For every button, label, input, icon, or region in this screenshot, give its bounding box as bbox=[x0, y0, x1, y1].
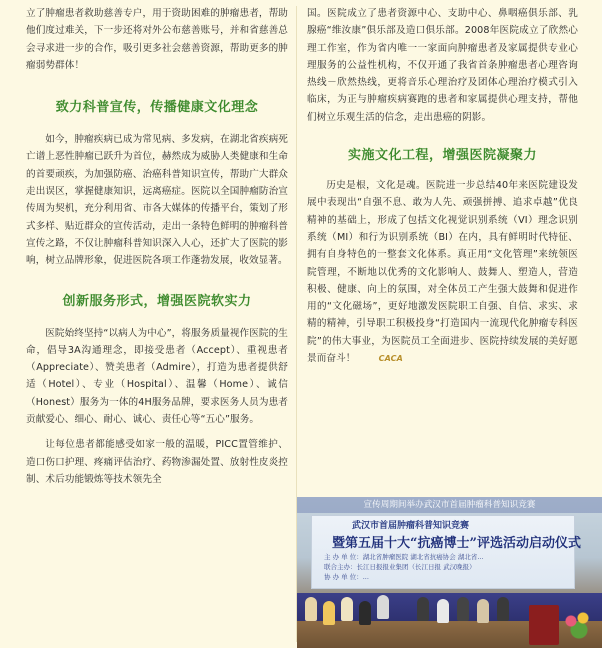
audience-person bbox=[323, 601, 335, 625]
paragraph-care: 让每位患者都能感受如家一般的温暖，PICC置管维护、造口伤口护理、疼痛评估治疗、药物渗漏处置、放射性皮炎控制、术后功能锻炼等技术领先全 bbox=[26, 439, 288, 485]
audience-person bbox=[477, 599, 489, 623]
audience-person bbox=[497, 597, 509, 621]
right-column bbox=[307, 0, 578, 367]
section-heading-science: 致力科普宣传，传播健康文化理念 bbox=[55, 100, 259, 116]
banner-title-main: 暨第五届十大“抗癌博士”评选活动启动仪式 bbox=[332, 536, 581, 551]
audience-person bbox=[437, 599, 449, 623]
banner-co-organizer: 联合主办：长江日报报业集团（长江日报 武汉晚报） bbox=[324, 563, 476, 571]
left-column bbox=[26, 0, 288, 488]
event-banner bbox=[311, 515, 581, 589]
paragraph-science: 如今，肿瘤疾病已成为常见病、多发病，在湖北省疾病死亡谱上恶性肿瘤已跃升为首位，赫然成为威胁人类健康和生命的首要顽疾，为加强防癌、治癌科普知识宣传，帮助广大群众走出误区，掌握健康知识，远离癌症。医院以全国肿瘤防治宣传周为契机，充分利用省、市各大媒体的传播平台，策划了形式多样、贴近群众的宣传活动，走出一条特色鲜明的肿瘤科普宣传之路，不仅让肿瘤科普知识深入人心，还扩大了医院的影响，树立品牌形象，促进医院各项工作蓬勃发展，收效显著。 bbox=[26, 134, 288, 267]
magazine-logo: CACA bbox=[378, 354, 403, 364]
section-heading-culture: 实施文化工程，增强医院凝聚力 bbox=[347, 148, 537, 164]
paragraph-culture bbox=[307, 177, 578, 367]
paragraph-psychology: 国。医院成立了患者资源中心、支助中心、鼻咽癌俱乐部、乳腺癌“维汝康”俱乐部及造口俱乐部。2008年医院成立了欣然心理工作室，作为省内唯一一家面向肿瘤患者及家属提供专业心理服务的公益性机构，不仅开通了我省首条肿瘤患者心理咨询热线－欣然热线，更将音乐心理治疗及团体心理治疗模式引入临床，为正与肿瘤疾病赛跑的患者和家属提供心理支持，帮他们树立乐观生活的信念，走出患癌的阴影。 bbox=[307, 8, 578, 123]
audience-person bbox=[341, 597, 353, 621]
photo-caption: 宣传周期间举办武汉市首届肿瘤科普知识竞赛 bbox=[297, 497, 602, 513]
banner-organizer: 主 办 单 位：湖北省肿瘤医院 湖北省抗癌协会 湖北省... bbox=[324, 553, 484, 561]
banner-assistant: 协 办 单 位：... bbox=[324, 573, 369, 581]
audience-person bbox=[377, 595, 389, 619]
paragraph-service: 医院始终坚持“以病人为中心”，将服务质量视作医院的生命，倡导3A沟通理念，即接受患者（Accept）、重视患者（Appreciate）、赞美患者（Admire），打造为患者提供舒适（Hotel）、专业（Hospital）、温馨（Home）、诚信（Honest）服务为一体的4H服务品牌，要求医务人员为患者贡献爱心、细心、耐心、诚心、责任心等“五心”服务。 bbox=[26, 327, 288, 426]
section-heading-service: 创新服务形式，增强医院软实力 bbox=[62, 293, 252, 309]
paragraph-intro: 立了肿瘤患者救助慈善专户，用于资助困难的肿瘤患者，帮助他们度过难关，下一步还将对外公布慈善账号，并和省慈善总会寻求进一步的合作，吸引更多社会慈善资源，帮助更多的肿瘤弱势群体！ bbox=[26, 8, 288, 71]
banner-title-top: 武汉市首届肿瘤科普知识竞赛 bbox=[352, 521, 470, 531]
audience-person bbox=[359, 601, 371, 625]
paragraph-culture-text: 历史是根，文化是魂。医院进一步总结40年来医院建设发展中表现出“自强不息、敢为人先、顽强拼搏、追求卓越”优良精神的基础上，形成了包括文化视觉识别系统（VI）理念识别系统（MI）和行为识别系统（BI）在内，具有鲜明时代特征、拥有自身特色的一整套文化体系。真正用“文化管理”来统领医院管理，不断地以优秀的文化影响人、鼓舞人、塑造人，营造积极、健康、向上的氛围，对全体员工产生强大鼓舞和促进作用的“文化磁场”，更好地激发医院职工自强、自信、求实、求精的精神，引导职工积极投身“打造国内一流现代化肿瘤专科医院”的伟大事业，为医院员工全面进步、医院持续发展的美好愿景而奋斗！ bbox=[307, 180, 578, 365]
audience-person bbox=[417, 597, 429, 621]
audience-person bbox=[457, 597, 469, 621]
audience-person bbox=[305, 597, 317, 621]
flower-arrangement bbox=[559, 609, 599, 639]
lectern bbox=[529, 605, 559, 645]
event-photo bbox=[297, 497, 602, 648]
